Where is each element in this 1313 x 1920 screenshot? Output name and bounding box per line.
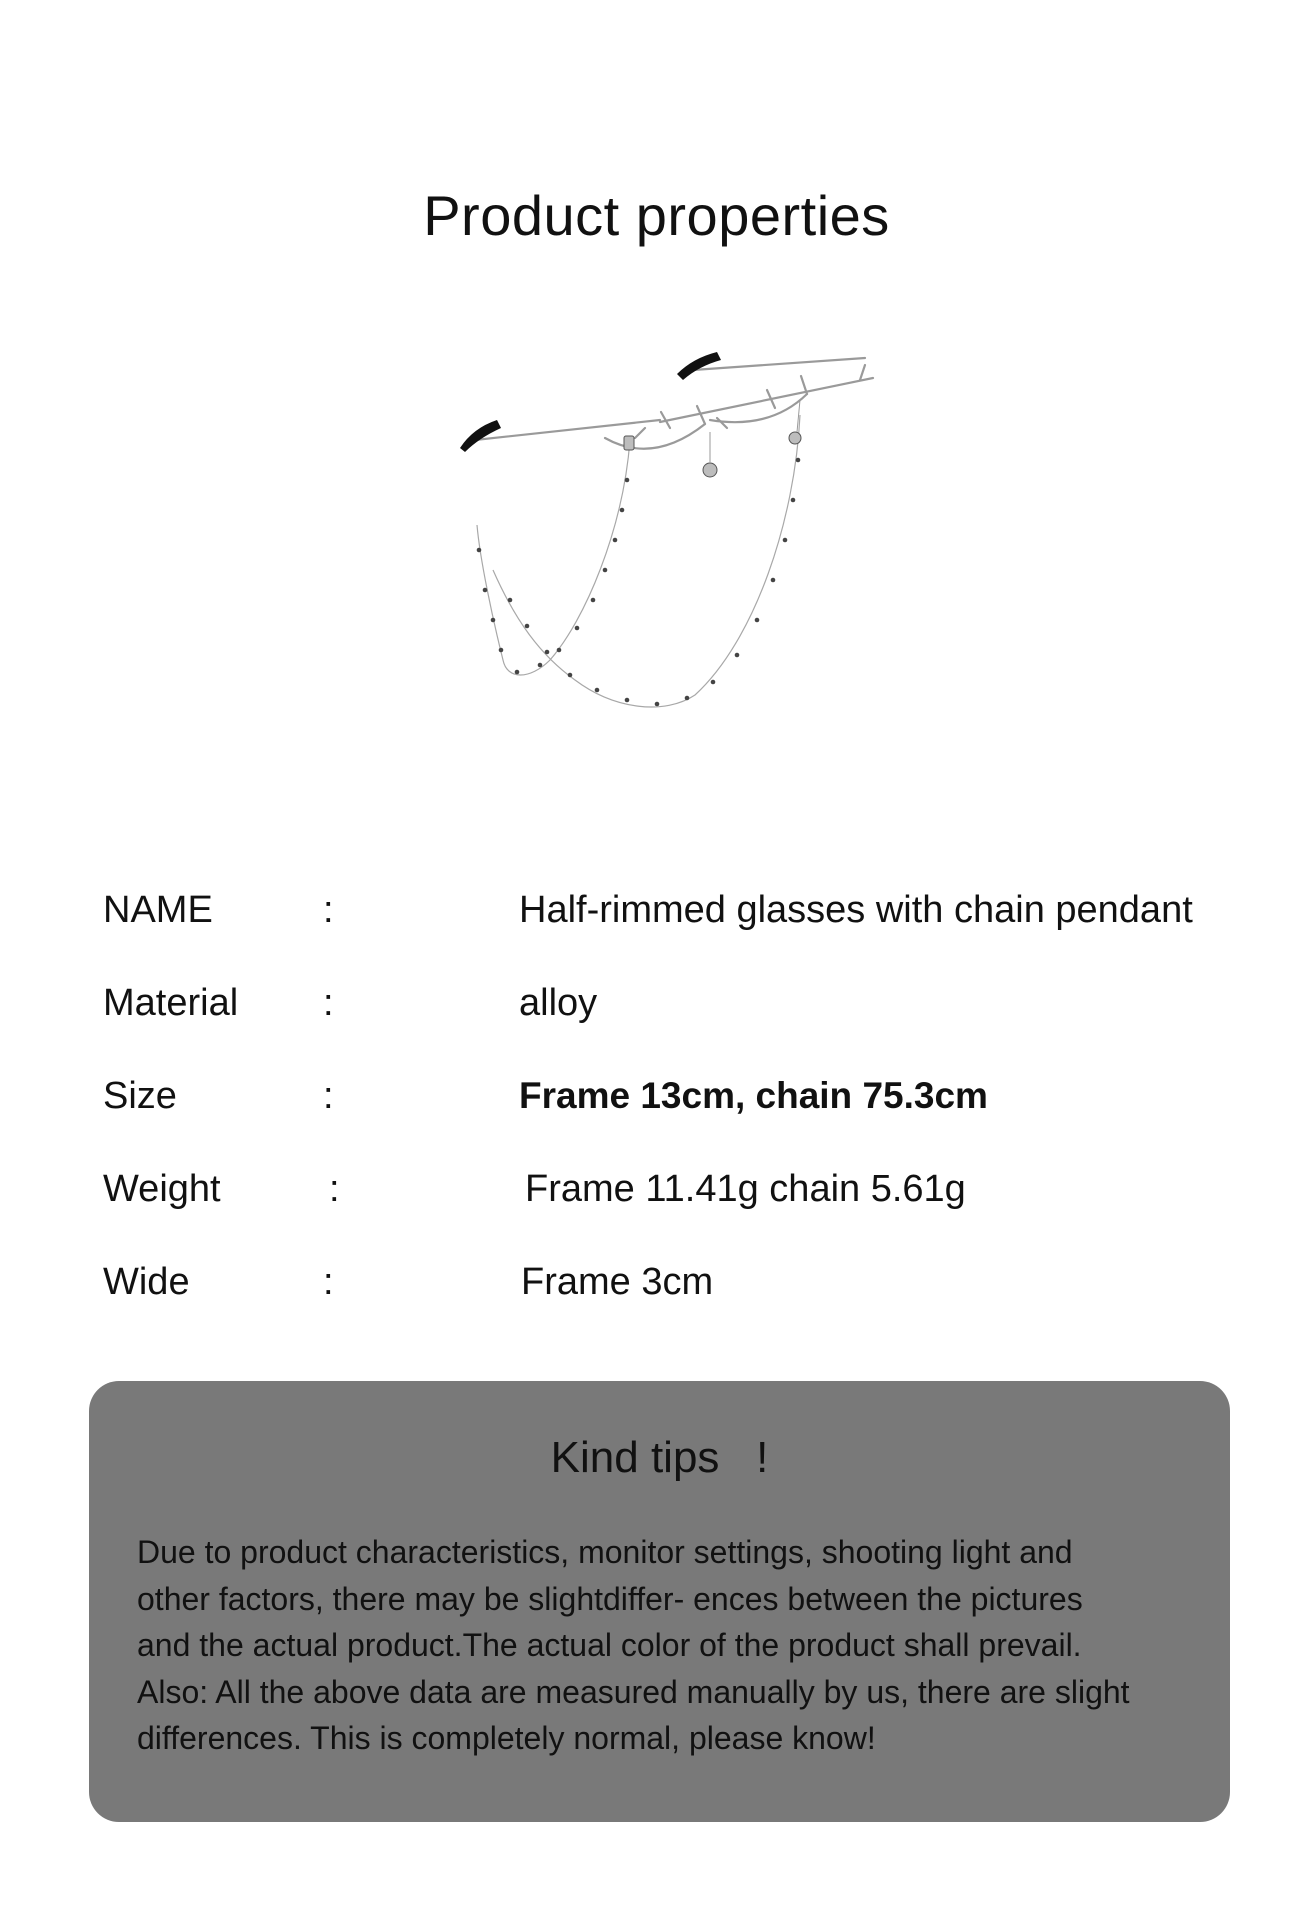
property-row-size <box>103 1066 1253 1126</box>
property-colon: : <box>323 889 334 931</box>
property-colon: : <box>323 982 334 1024</box>
page-title: Product properties <box>423 183 890 247</box>
tips-line: Also: All the above data are measured manually by us, there are slight <box>137 1673 1130 1710</box>
property-colon: : <box>323 1261 334 1303</box>
glasses-with-chain-illustration <box>455 320 905 780</box>
property-key: Size <box>103 1075 177 1117</box>
property-row-material <box>103 973 1253 1033</box>
tips-line: other factors, there may be slightdiffer- ences between the pictures <box>137 1580 1083 1617</box>
property-value: Frame 13cm, chain 75.3cm <box>519 1075 988 1116</box>
tips-line: and the actual product.The actual color of the product shall prevail. <box>137 1627 1082 1663</box>
property-value: Frame 3cm <box>521 1261 714 1303</box>
property-key: NAME <box>103 889 213 931</box>
chain-beads <box>477 458 801 707</box>
property-row-wide <box>103 1252 1253 1312</box>
property-value: Frame 11.41g chain 5.61g <box>525 1168 966 1210</box>
property-row-weight <box>103 1159 1253 1219</box>
kind-tips-box <box>89 1381 1230 1822</box>
property-key: Wide <box>103 1261 190 1303</box>
property-colon: : <box>329 1168 340 1210</box>
tips-line: differences. This is completely normal, please know! <box>137 1720 876 1756</box>
property-row-name <box>103 880 1253 940</box>
kind-tips-body <box>137 1529 1197 1762</box>
property-key: Material <box>103 982 239 1024</box>
chain <box>477 415 800 707</box>
property-colon: : <box>323 1075 334 1117</box>
property-value: Half-rimmed glasses with chain pendant <box>519 889 1193 931</box>
glasses-frame <box>475 358 873 449</box>
kind-tips-title: Kind tips ! <box>550 1433 769 1482</box>
tips-line: Due to product characteristics, monitor settings, shooting light and <box>137 1534 1073 1570</box>
property-value: alloy <box>519 982 598 1024</box>
property-key: Weight <box>103 1168 221 1210</box>
